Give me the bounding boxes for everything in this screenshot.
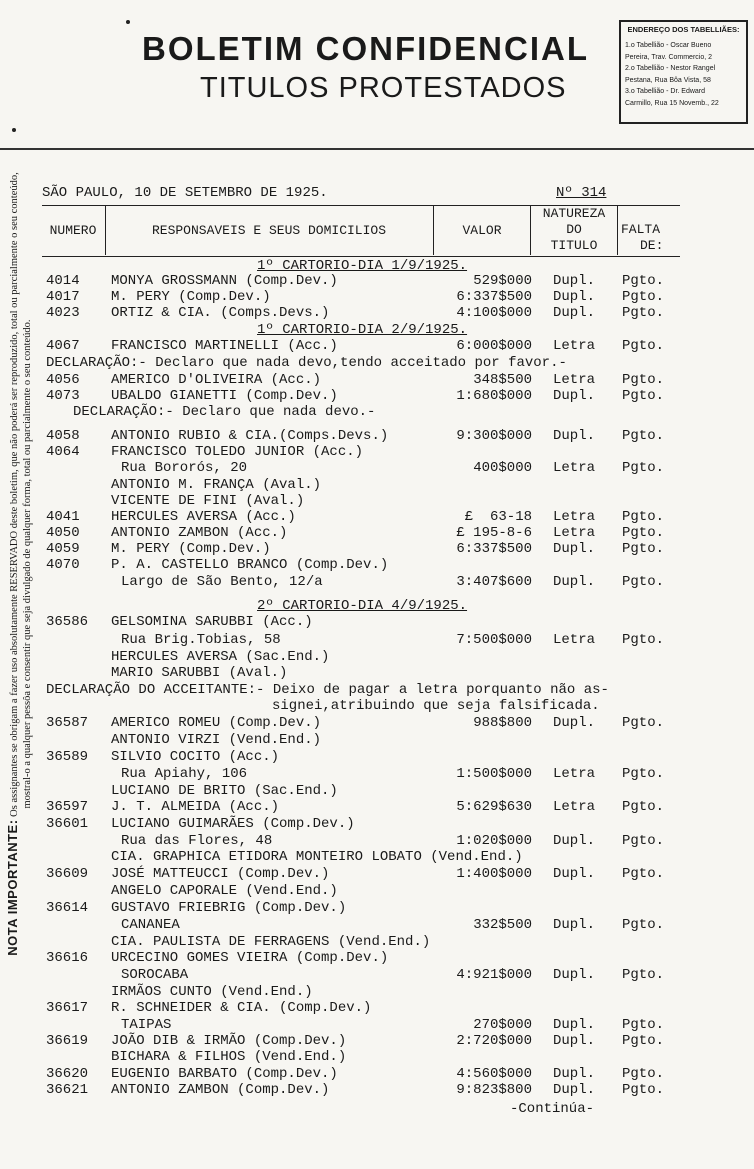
responsible-name: ANTONIO VIRZI (Vend.End.) xyxy=(111,732,322,748)
title-type: Dupl. xyxy=(553,289,596,305)
title-type: Letra xyxy=(553,372,596,388)
protest-reason: Pgto. xyxy=(622,574,665,590)
title-value: 5:629$630 xyxy=(456,799,532,815)
declaration-text: DECLARAÇÃO DO ACCEITANTE:- Deixo de pagar a letra porquanto não as- xyxy=(46,682,609,698)
title-number: 4067 xyxy=(46,338,80,354)
protest-reason: Pgto. xyxy=(622,388,665,404)
protest-reason: Pgto. xyxy=(622,715,665,731)
column-divider xyxy=(617,205,618,255)
protest-reason: Pgto. xyxy=(622,632,665,648)
title-value: 348$500 xyxy=(473,372,532,388)
responsible-name: SILVIO COCITO (Acc.) xyxy=(111,749,280,765)
notice-line-1: Os assignantes se obrigam a fazer uso absolutamente RESERVADO deste boletim, que não poderá ser reproduzido, total ou parcialmente o seu conteúdo, xyxy=(9,172,20,817)
section-heading: 1º CARTORIO-DIA 1/9/1925. xyxy=(257,258,468,274)
title-number: 4059 xyxy=(46,541,80,557)
responsible-name: ANGELO CAPORALE (Vend.End.) xyxy=(111,883,338,899)
title-value: 4:921$000 xyxy=(456,967,532,983)
protest-reason: Pgto. xyxy=(622,338,665,354)
title-number: 4017 xyxy=(46,289,80,305)
title-value: 4:560$000 xyxy=(456,1066,532,1082)
responsible-name: P. A. CASTELLO BRANCO (Comp.Dev.) xyxy=(111,557,389,573)
title-number: 36587 xyxy=(46,715,89,731)
title-type: Dupl. xyxy=(553,833,596,849)
header-falta: DE: xyxy=(640,238,664,253)
title-type: Letra xyxy=(553,632,596,648)
title-type: Letra xyxy=(553,525,596,541)
title-type: Letra xyxy=(553,799,596,815)
title-number: 36617 xyxy=(46,1000,89,1016)
title-number: 36601 xyxy=(46,816,89,832)
responsible-name: ANTONIO RUBIO & CIA.(Comps.Devs.) xyxy=(111,428,389,444)
address-text: Rua Apiahy, 106 xyxy=(121,766,248,782)
continues-note: -Continúa- xyxy=(510,1101,595,1117)
title-number: 36621 xyxy=(46,1082,89,1098)
protest-reason: Pgto. xyxy=(622,866,665,882)
address-line: Pestana, Rua Bôa Vista, 58 xyxy=(625,76,711,84)
title-number: 36609 xyxy=(46,866,89,882)
title-value: 270$000 xyxy=(473,1017,532,1033)
responsible-name: R. SCHNEIDER & CIA. (Comp.Dev.) xyxy=(111,1000,372,1016)
title-type: Dupl. xyxy=(553,967,596,983)
address-text: SOROCABA xyxy=(121,967,189,983)
protest-reason: Pgto. xyxy=(622,289,665,305)
title-number: 4058 xyxy=(46,428,80,444)
protest-reason: Pgto. xyxy=(622,428,665,444)
title-value: 2:720$000 xyxy=(456,1033,532,1049)
header-responsaveis: RESPONSAVEIS E SEUS DOMICILIOS xyxy=(151,223,387,238)
declaration-text: DECLARAÇÃO:- Declaro que nada devo.- xyxy=(73,404,376,420)
header-numero: NUMERO xyxy=(49,223,97,238)
responsible-name: ANTONIO M. FRANÇA (Aval.) xyxy=(111,477,322,493)
address-line: Pereira, Trav. Commercio, 2 xyxy=(625,53,713,61)
responsible-name: LUCIANO DE BRITO (Sac.End.) xyxy=(111,783,338,799)
title-type: Dupl. xyxy=(553,273,596,289)
title-number: 36597 xyxy=(46,799,89,815)
title-number: 4056 xyxy=(46,372,80,388)
print-mark xyxy=(126,20,130,24)
title-type: Dupl. xyxy=(553,1017,596,1033)
address-text: CANANEA xyxy=(121,917,180,933)
section-heading: 1º CARTORIO-DIA 2/9/1925. xyxy=(257,322,468,338)
title-value: 3:407$600 xyxy=(456,574,532,590)
title-number: 36614 xyxy=(46,900,89,916)
title-value: 6:337$500 xyxy=(456,289,532,305)
title-value: 7:500$000 xyxy=(456,632,532,648)
header-natureza: NATUREZA xyxy=(542,206,606,221)
title-value: 9:300$000 xyxy=(456,428,532,444)
title-value: 9:823$800 xyxy=(456,1082,532,1098)
responsible-name: ANTONIO ZAMBON (Comp.Dev.) xyxy=(111,1082,330,1098)
title-type: Letra xyxy=(553,509,596,525)
notaries-address-box xyxy=(619,20,748,124)
responsible-name: AMERICO ROMEU (Comp.Dev.) xyxy=(111,715,322,731)
title-value: £ 195-8-6 xyxy=(456,525,532,541)
responsible-name: ANTONIO ZAMBON (Acc.) xyxy=(111,525,288,541)
responsible-name: JOÃO DIB & IRMÃO (Comp.Dev.) xyxy=(111,1033,347,1049)
title-type: Dupl. xyxy=(553,574,596,590)
address-line: 3.o Tabellião - Dr. Edward xyxy=(625,88,706,95)
responsible-name: J. T. ALMEIDA (Acc.) xyxy=(111,799,280,815)
protest-reason: Pgto. xyxy=(622,541,665,557)
declaration-text: signei,atribuindo que seja falsificada. xyxy=(272,698,600,714)
dateline: SÃO PAULO, 10 DE SETEMBRO DE 1925. xyxy=(42,185,328,201)
responsible-name: M. PERY (Comp.Dev.) xyxy=(111,541,271,557)
title-value: 6:337$500 xyxy=(456,541,532,557)
header-natureza: TITULO xyxy=(550,238,598,253)
title-value: 400$000 xyxy=(473,460,532,476)
protest-reason: Pgto. xyxy=(622,917,665,933)
responsible-name: HERCULES AVERSA (Acc.) xyxy=(111,509,296,525)
title-value: 1:400$000 xyxy=(456,866,532,882)
responsible-name: URCECINO GOMES VIEIRA (Comp.Dev.) xyxy=(111,950,389,966)
bulletin-number: Nº 314 xyxy=(556,185,607,201)
protest-reason: Pgto. xyxy=(622,372,665,388)
title-value: 332$500 xyxy=(473,917,532,933)
responsible-name: AMERICO D'OLIVEIRA (Acc.) xyxy=(111,372,322,388)
title-value: 1:680$000 xyxy=(456,388,532,404)
protest-reason: Pgto. xyxy=(622,1066,665,1082)
bulletin-subtitle: TITULOS PROTESTADOS xyxy=(200,72,567,104)
notice-title: NOTA IMPORTANTE: xyxy=(5,819,20,956)
protest-reason: Pgto. xyxy=(622,967,665,983)
title-type: Dupl. xyxy=(553,1082,596,1098)
responsible-name: BICHARA & FILHOS (Vend.End.) xyxy=(111,1049,347,1065)
title-number: 4064 xyxy=(46,444,80,460)
title-type: Letra xyxy=(553,460,596,476)
title-type: Dupl. xyxy=(553,917,596,933)
protest-reason: Pgto. xyxy=(622,799,665,815)
title-number: 4041 xyxy=(46,509,80,525)
responsible-name: GUSTAVO FRIEBRIG (Comp.Dev.) xyxy=(111,900,347,916)
address-text: Rua das Flores, 48 xyxy=(121,833,273,849)
responsible-name: MONYA GROSSMANN (Comp.Dev.) xyxy=(111,273,338,289)
address-text: Largo de São Bento, 12/a xyxy=(121,574,323,590)
title-number: 36586 xyxy=(46,614,89,630)
address-line: 1.o Tabellião - Oscar Bueno xyxy=(625,42,712,49)
title-number: 4070 xyxy=(46,557,80,573)
title-number: 36589 xyxy=(46,749,89,765)
responsible-name: JOSÉ MATTEUCCI (Comp.Dev.) xyxy=(111,866,330,882)
protest-reason: Pgto. xyxy=(622,460,665,476)
protest-reason: Pgto. xyxy=(622,273,665,289)
title-type: Dupl. xyxy=(553,1033,596,1049)
responsible-name: UBALDO GIANETTI (Comp.Dev.) xyxy=(111,388,338,404)
title-value: 1:020$000 xyxy=(456,833,532,849)
title-type: Dupl. xyxy=(553,715,596,731)
title-value: 1:500$000 xyxy=(456,766,532,782)
title-number: 4050 xyxy=(46,525,80,541)
address-line: Carmillo, Rua 15 Novemb., 22 xyxy=(625,99,719,107)
responsible-name: HERCULES AVERSA (Sac.End.) xyxy=(111,649,330,665)
protest-reason: Pgto. xyxy=(622,1033,665,1049)
protest-reason: Pgto. xyxy=(622,1082,665,1098)
protest-reason: Pgto. xyxy=(622,766,665,782)
title-type: Dupl. xyxy=(553,305,596,321)
address-line: 2.o Tabellião - Nestor Rangel xyxy=(625,65,716,72)
title-type: Dupl. xyxy=(553,541,596,557)
title-value: 6:000$000 xyxy=(456,338,532,354)
responsible-name: IRMÃOS CUNTO (Vend.End.) xyxy=(111,984,313,1000)
responsible-name: CIA. PAULISTA DE FERRAGENS (Vend.End.) xyxy=(111,934,431,950)
title-number: 36620 xyxy=(46,1066,89,1082)
address-text: TAIPAS xyxy=(121,1017,172,1033)
responsible-name: ORTIZ & CIA. (Comps.Devs.) xyxy=(111,305,330,321)
protest-reason: Pgto. xyxy=(622,1017,665,1033)
title-number: 36619 xyxy=(46,1033,89,1049)
header-falta: FALTA xyxy=(621,222,661,237)
bulletin-title: BOLETIM CONFIDENCIAL xyxy=(142,30,589,67)
title-type: Dupl. xyxy=(553,428,596,444)
responsible-name: GELSOMINA SARUBBI (Acc.) xyxy=(111,614,313,630)
responsible-name: CIA. GRAPHICA ETIDORA MONTEIRO LOBATO (Vend.End.) xyxy=(111,849,523,865)
section-heading: 2º CARTORIO-DIA 4/9/1925. xyxy=(257,598,468,614)
important-notice xyxy=(6,114,34,1014)
title-type: Letra xyxy=(553,766,596,782)
title-value: 988$800 xyxy=(473,715,532,731)
responsible-name: EUGENIO BARBATO (Comp.Dev.) xyxy=(111,1066,338,1082)
title-type: Letra xyxy=(553,338,596,354)
title-type: Dupl. xyxy=(553,388,596,404)
responsible-name: VICENTE DE FINI (Aval.) xyxy=(111,493,305,509)
addresses-heading: ENDEREÇO DOS TABELLIÃES: xyxy=(627,25,740,34)
responsible-name: M. PERY (Comp.Dev.) xyxy=(111,289,271,305)
protest-reason: Pgto. xyxy=(622,833,665,849)
protest-reason: Pgto. xyxy=(622,525,665,541)
title-type: Dupl. xyxy=(553,866,596,882)
responsible-name: FRANCISCO MARTINELLI (Acc.) xyxy=(111,338,338,354)
title-number: 36616 xyxy=(46,950,89,966)
address-text: Rua Bororós, 20 xyxy=(121,460,248,476)
address-text: Rua Brig.Tobias, 58 xyxy=(121,632,281,648)
protest-reason: Pgto. xyxy=(622,305,665,321)
responsible-name: FRANCISCO TOLEDO JUNIOR (Acc.) xyxy=(111,444,364,460)
title-number: 4014 xyxy=(46,273,80,289)
title-number: 4023 xyxy=(46,305,80,321)
declaration-text: DECLARAÇÃO:- Declaro que nada devo,tendo acceitado por favor.- xyxy=(46,355,567,371)
notice-line-2: mostral-o a qualquer pessôa e consentir que seja divulgado de qualquer forma, total ou parcialmente o seu conteúdo. xyxy=(22,319,33,809)
responsible-name: LUCIANO GUIMARÃES (Comp.Dev.) xyxy=(111,816,355,832)
responsible-name: MARIO SARUBBI (Aval.) xyxy=(111,665,288,681)
title-value: 4:100$000 xyxy=(456,305,532,321)
header-divider xyxy=(0,148,754,150)
title-value: 529$000 xyxy=(473,273,532,289)
title-type: Dupl. xyxy=(553,1066,596,1082)
title-value: £ 63-18 xyxy=(464,509,532,525)
protest-reason: Pgto. xyxy=(622,509,665,525)
header-valor: VALOR xyxy=(462,223,502,238)
header-natureza: DO xyxy=(566,222,582,237)
title-number: 4073 xyxy=(46,388,80,404)
